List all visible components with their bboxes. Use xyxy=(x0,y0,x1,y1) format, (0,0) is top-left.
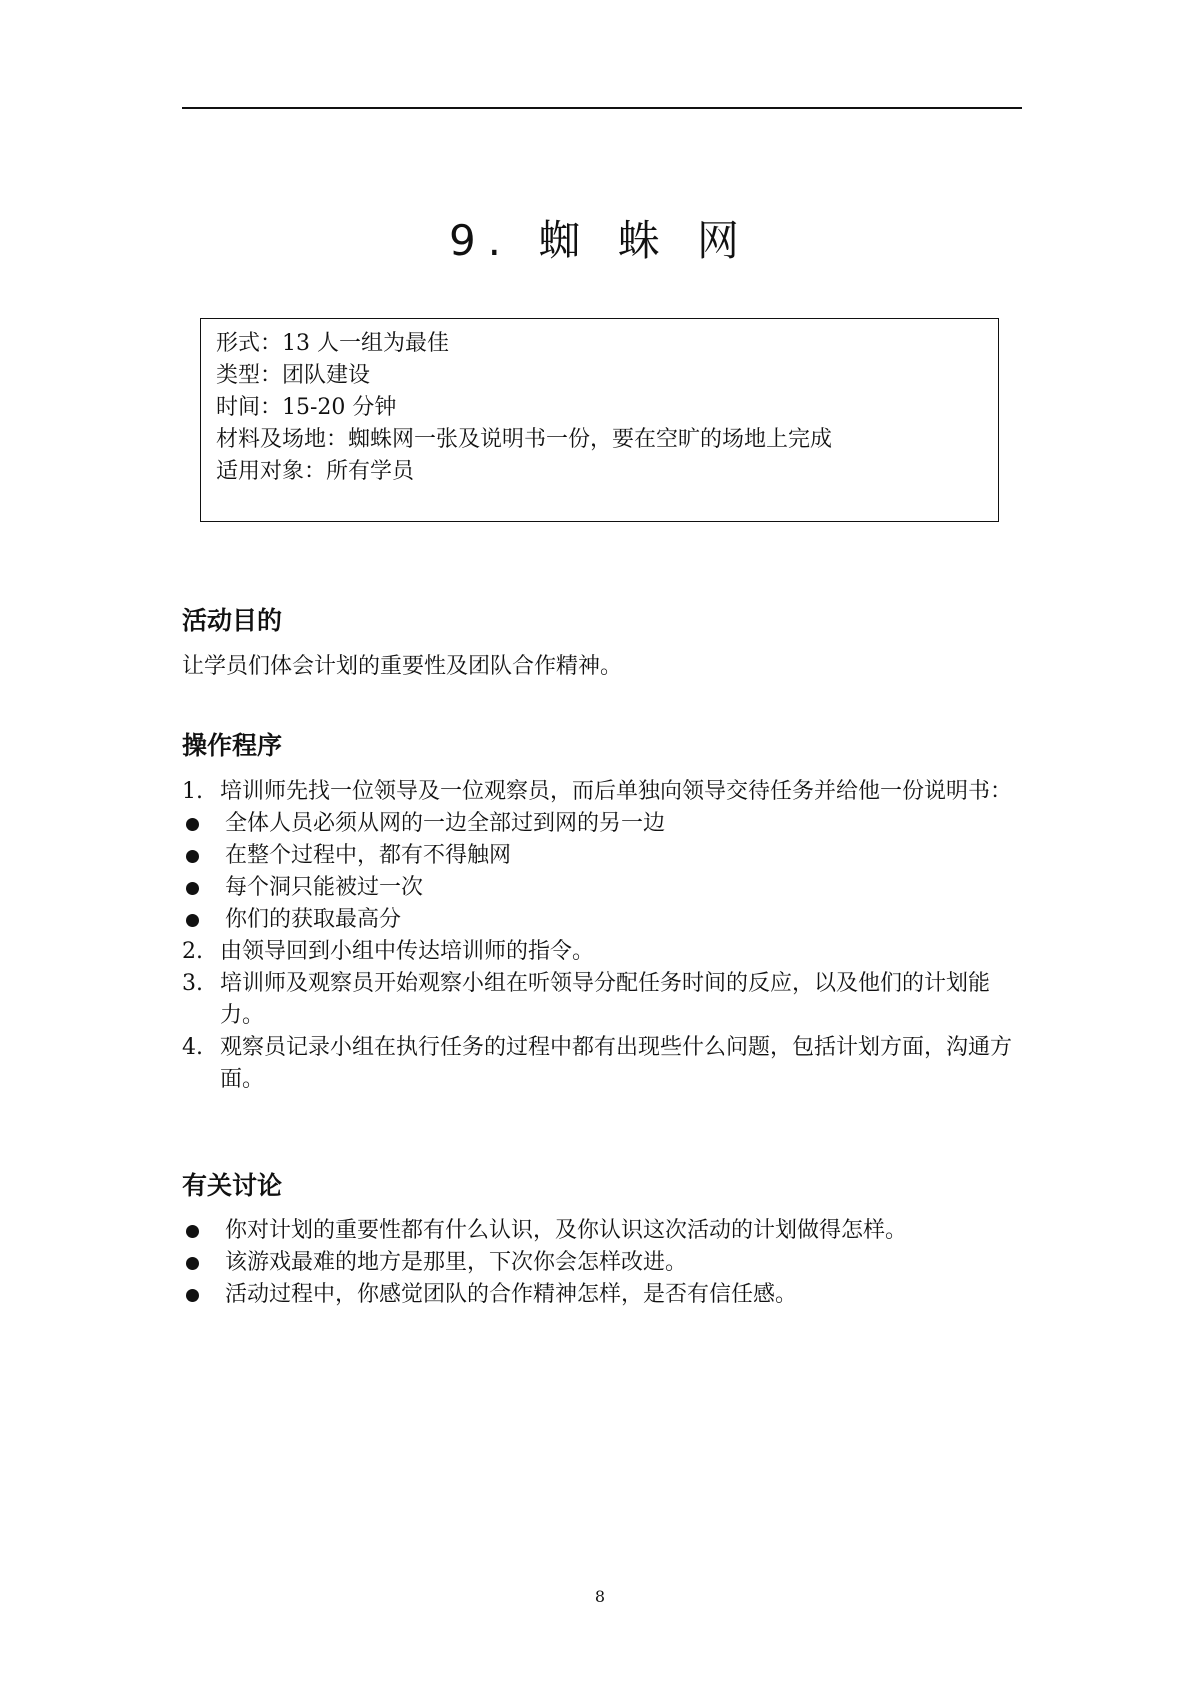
discussion-list xyxy=(182,1215,1022,1311)
discussion-item xyxy=(182,1279,1022,1311)
step-text: 培训师及观察员开始观察小组在听领导分配任务时间的反应，以及他们的计划能力。 xyxy=(220,971,991,1028)
info-box xyxy=(200,318,999,522)
purpose-text: 让学员们体会计划的重要性及团队合作精神。 xyxy=(182,654,623,679)
purpose-heading: 活动目的 xyxy=(182,606,283,635)
step-text: 培训师先找一位领导及一位观察员，而后单独向领导交待任务并给他一份说明书： xyxy=(220,779,1013,804)
discussion-text: 你对计划的重要性都有什么认识，及你认识这次活动的计划做得怎样。 xyxy=(225,1218,908,1243)
bullet-icon xyxy=(186,850,199,863)
procedure-list xyxy=(182,776,1022,1096)
info-format: 形式：13 人一组为最佳 xyxy=(216,331,449,356)
bullet-icon xyxy=(186,914,199,927)
step-number: 1. xyxy=(182,779,203,804)
page-number: 8 xyxy=(594,1587,606,1606)
rule-item xyxy=(182,904,1022,936)
page-title: 9. 蜘 蛛 网 xyxy=(448,216,752,265)
rule-text: 你们的获取最高分 xyxy=(225,907,402,932)
step-text: 由领导回到小组中传达培训师的指令。 xyxy=(220,939,595,964)
info-type: 类型：团队建设 xyxy=(216,363,371,388)
discussion-text: 活动过程中，你感觉团队的合作精神怎样，是否有信任感。 xyxy=(225,1282,798,1307)
rule-text: 在整个过程中，都有不得触网 xyxy=(225,843,512,868)
info-time: 时间：15-20 分钟 xyxy=(216,395,397,420)
discussion-item xyxy=(182,1247,1022,1279)
rule-text: 全体人员必须从网的一边全部过到网的另一边 xyxy=(225,811,666,836)
rule-item xyxy=(182,840,1022,872)
procedure-step-4 xyxy=(182,1032,1022,1096)
bullet-icon xyxy=(186,1257,199,1270)
discussion-heading: 有关讨论 xyxy=(182,1171,283,1200)
step-text: 观察员记录小组在执行任务的过程中都有出现些什么问题，包括计划方面，沟通方面。 xyxy=(220,1035,1013,1092)
procedure-step-3 xyxy=(182,968,1022,1032)
info-materials: 材料及场地：蜘蛛网一张及说明书一份，要在空旷的场地上完成 xyxy=(216,427,833,452)
step-number: 4. xyxy=(182,1035,203,1060)
header-rule xyxy=(182,107,1022,109)
step-number: 2. xyxy=(182,939,203,964)
bullet-icon xyxy=(186,818,199,831)
procedure-heading: 操作程序 xyxy=(182,731,283,760)
info-audience: 适用对象：所有学员 xyxy=(216,459,415,484)
bullet-icon xyxy=(186,1225,199,1238)
rule-text: 每个洞只能被过一次 xyxy=(225,875,424,900)
rule-item xyxy=(182,872,1022,904)
discussion-text: 该游戏最难的地方是那里，下次你会怎样改进。 xyxy=(225,1250,688,1275)
procedure-step-2 xyxy=(182,936,1022,968)
bullet-icon xyxy=(186,1289,199,1302)
discussion-item xyxy=(182,1215,1022,1247)
procedure-step-1 xyxy=(182,776,1022,808)
step-number: 3. xyxy=(182,971,203,996)
bullet-icon xyxy=(186,882,199,895)
rule-item xyxy=(182,808,1022,840)
